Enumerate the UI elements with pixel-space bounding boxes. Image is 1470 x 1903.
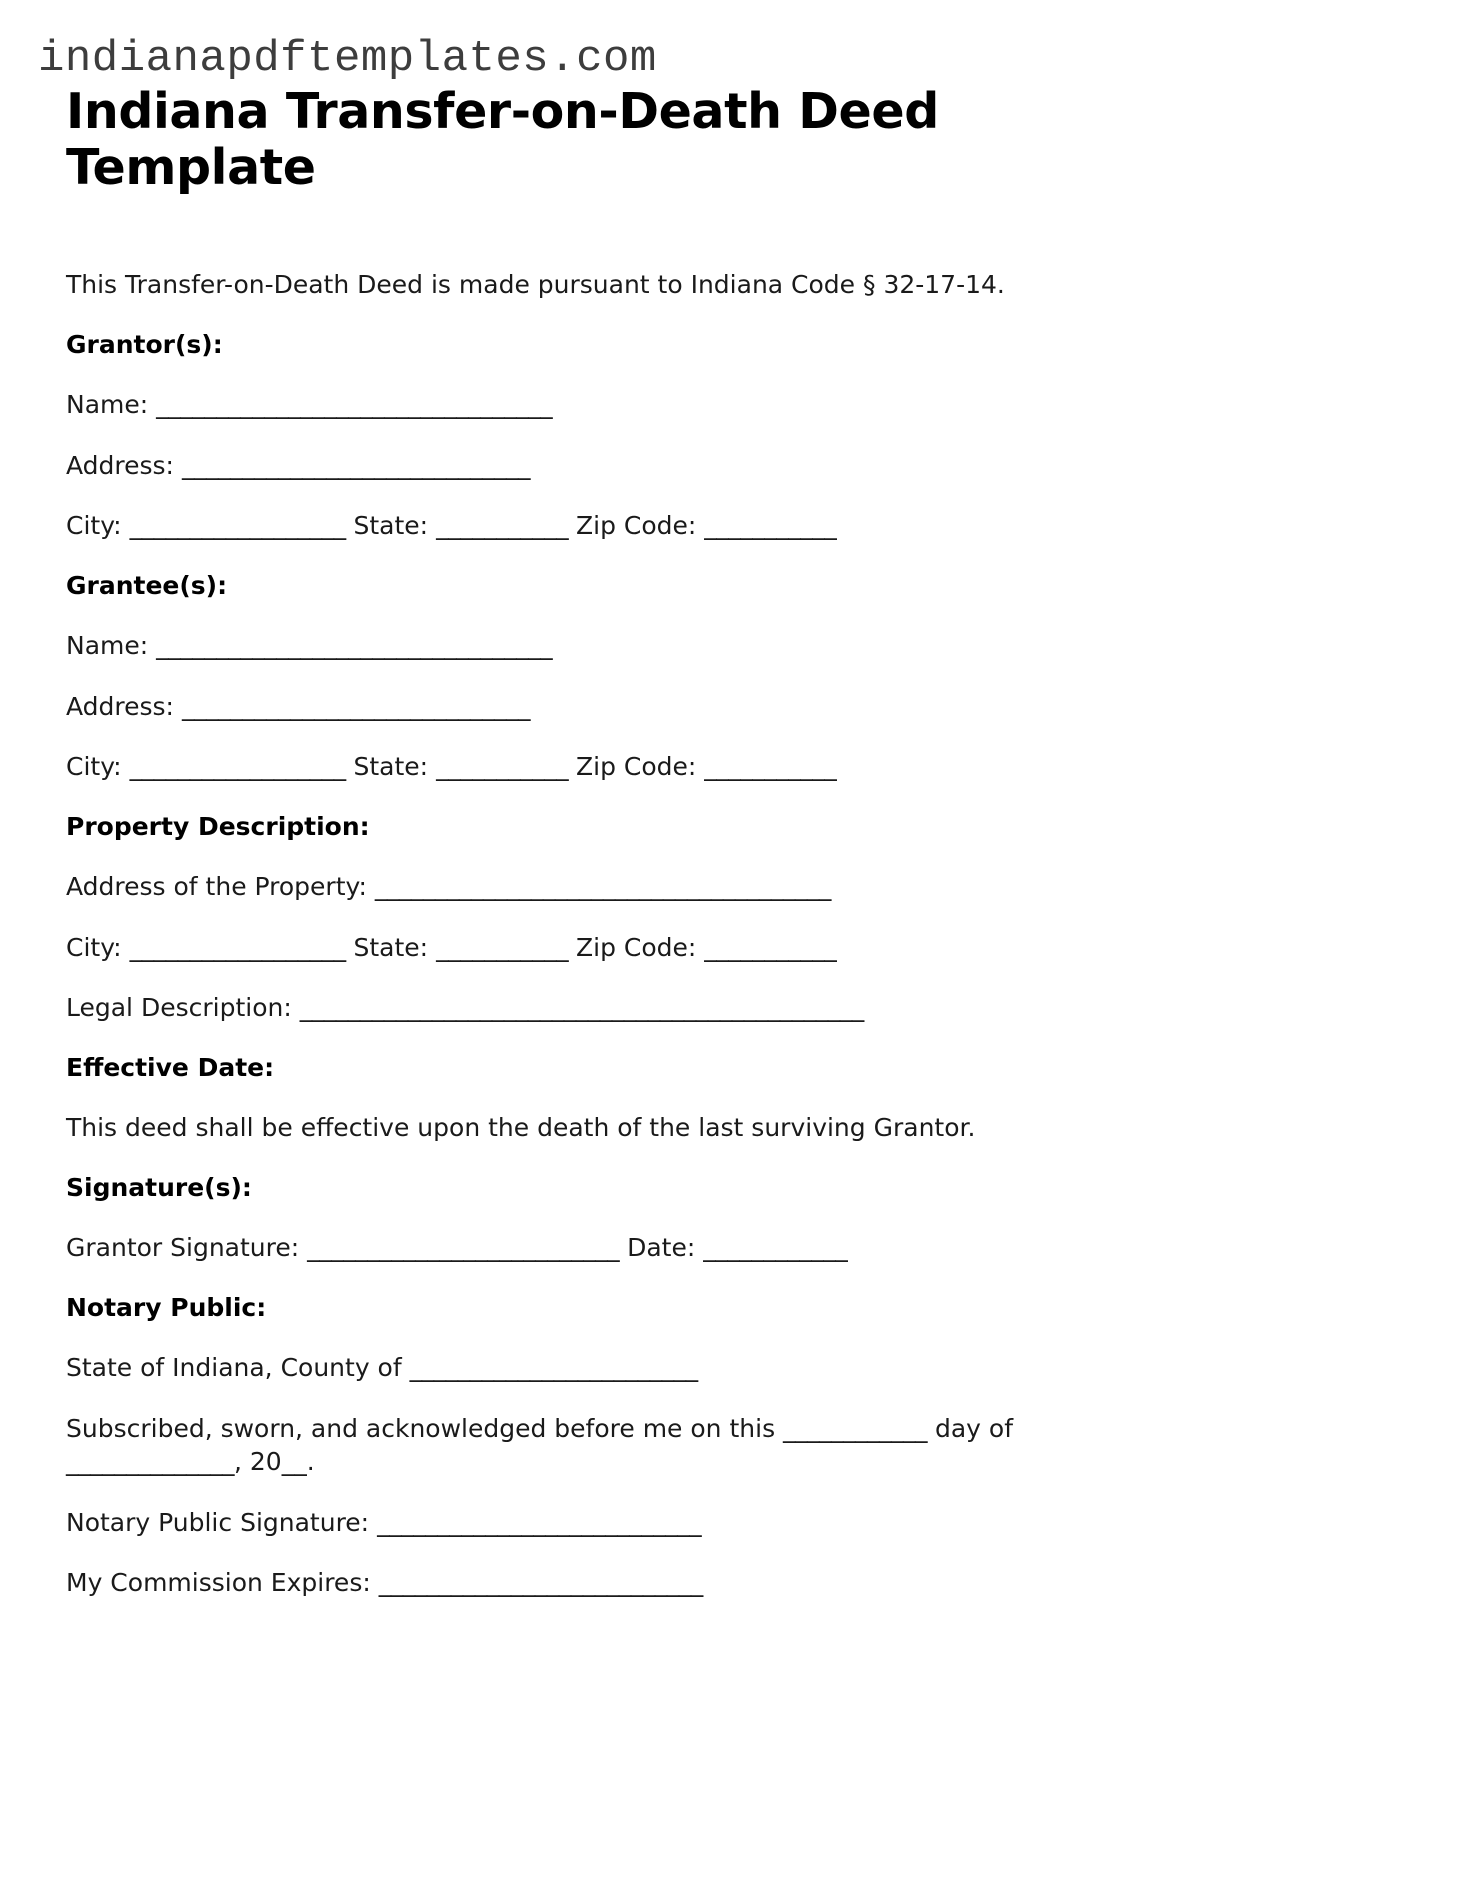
notary-subscribed-text-3: , 20__. (234, 1447, 315, 1476)
grantor-state-label: State: (345, 511, 437, 540)
property-state-blank[interactable]: ___________ (436, 932, 569, 962)
property-state-label: State: (345, 932, 437, 962)
signature-date-blank[interactable]: ____________ (703, 1233, 848, 1262)
grantee-name-field (66, 629, 1096, 663)
property-city-label: City: (66, 932, 130, 962)
section-heading-notary-public: Notary Public: (66, 1292, 267, 1322)
notary-state-county-label: State of Indiana, County of (66, 1353, 410, 1382)
property-city-state-zip-field (66, 931, 1096, 965)
notary-subscribed-paragraph (66, 1412, 1046, 1479)
notary-day-blank[interactable]: ____________ (783, 1413, 928, 1443)
notary-state-county-field (66, 1351, 1096, 1385)
grantee-address-label: Address: (66, 691, 182, 721)
page-title: Indiana Transfer-on-Death Deed Template (66, 83, 939, 196)
grantee-zip-blank[interactable]: ___________ (704, 752, 837, 781)
grantee-address-blank[interactable]: _____________________________ (181, 691, 530, 721)
site-watermark: indianapdftemplates.com (38, 34, 657, 84)
grantee-city-blank[interactable]: __________________ (129, 752, 346, 781)
notary-commission-expires-blank[interactable]: ___________________________ (378, 1568, 703, 1597)
intro-paragraph: This Transfer-on-Death Deed is made pursuant to Indiana Code § 32-17-14. (66, 270, 1005, 299)
grantor-address-field (66, 449, 1096, 483)
notary-subscribed-text-1: Subscribed, sworn, and acknowledged before me on this (66, 1413, 784, 1443)
notary-signature-field (66, 1506, 1096, 1540)
effective-date-paragraph: This deed shall be effective upon the death of the last surviving Grantor. (66, 1113, 976, 1142)
notary-signature-blank[interactable]: ___________________________ (377, 1507, 702, 1537)
grantor-signature-field (66, 1231, 1096, 1265)
signature-date-label: Date: (619, 1233, 704, 1262)
section-heading-grantor: Grantor(s): (66, 329, 223, 359)
grantor-name-blank[interactable]: _________________________________ (156, 390, 553, 419)
grantee-zip-label: Zip Code: (568, 752, 705, 781)
grantor-city-blank[interactable]: __________________ (129, 511, 346, 540)
notary-signature-label: Notary Public Signature: (66, 1507, 378, 1537)
grantor-zip-label: Zip Code: (568, 511, 705, 540)
grantee-name-blank[interactable]: _________________________________ (156, 631, 553, 660)
property-zip-blank[interactable]: ___________ (704, 932, 837, 962)
grantor-zip-blank[interactable]: ___________ (704, 511, 837, 540)
property-legal-description-field (66, 991, 1096, 1025)
section-heading-grantee: Grantee(s): (66, 570, 228, 600)
grantor-city-state-zip-field (66, 509, 1096, 543)
grantee-address-field (66, 690, 1096, 724)
notary-subscribed-text-2: day of (927, 1413, 1021, 1443)
grantee-city-label: City: (66, 752, 130, 781)
grantor-signature-blank[interactable]: __________________________ (307, 1233, 620, 1262)
grantor-signature-label: Grantor Signature: (66, 1233, 308, 1262)
grantee-state-label: State: (345, 752, 437, 781)
grantee-name-label: Name: (66, 631, 157, 660)
property-zip-label: Zip Code: (568, 932, 705, 962)
notary-commission-expires-label: My Commission Expires: (66, 1568, 379, 1597)
grantor-name-field (66, 388, 1096, 422)
notary-commission-expires-field (66, 1566, 1096, 1600)
grantor-city-label: City: (66, 511, 130, 540)
property-legal-description-blank[interactable]: _______________________________________________ (299, 993, 864, 1022)
notary-month-blank[interactable]: ______________ (66, 1447, 234, 1476)
grantor-address-blank[interactable]: _____________________________ (181, 450, 530, 480)
property-address-label: Address of the Property: (66, 872, 375, 901)
grantor-state-blank[interactable]: ___________ (436, 511, 569, 540)
property-legal-description-label: Legal Description: (66, 993, 300, 1022)
property-city-blank[interactable]: __________________ (129, 932, 346, 962)
section-heading-effective-date: Effective Date: (66, 1052, 275, 1082)
grantee-city-state-zip-field (66, 750, 1096, 784)
notary-county-blank[interactable]: ________________________ (409, 1353, 698, 1382)
grantor-name-label: Name: (66, 390, 157, 419)
section-heading-signatures: Signature(s): (66, 1172, 252, 1202)
property-address-blank[interactable]: ______________________________________ (374, 872, 831, 901)
document-body (66, 268, 1096, 1627)
property-address-field (66, 870, 1096, 904)
grantor-address-label: Address: (66, 450, 182, 480)
grantee-state-blank[interactable]: ___________ (436, 752, 569, 781)
section-heading-property-description: Property Description: (66, 811, 370, 841)
